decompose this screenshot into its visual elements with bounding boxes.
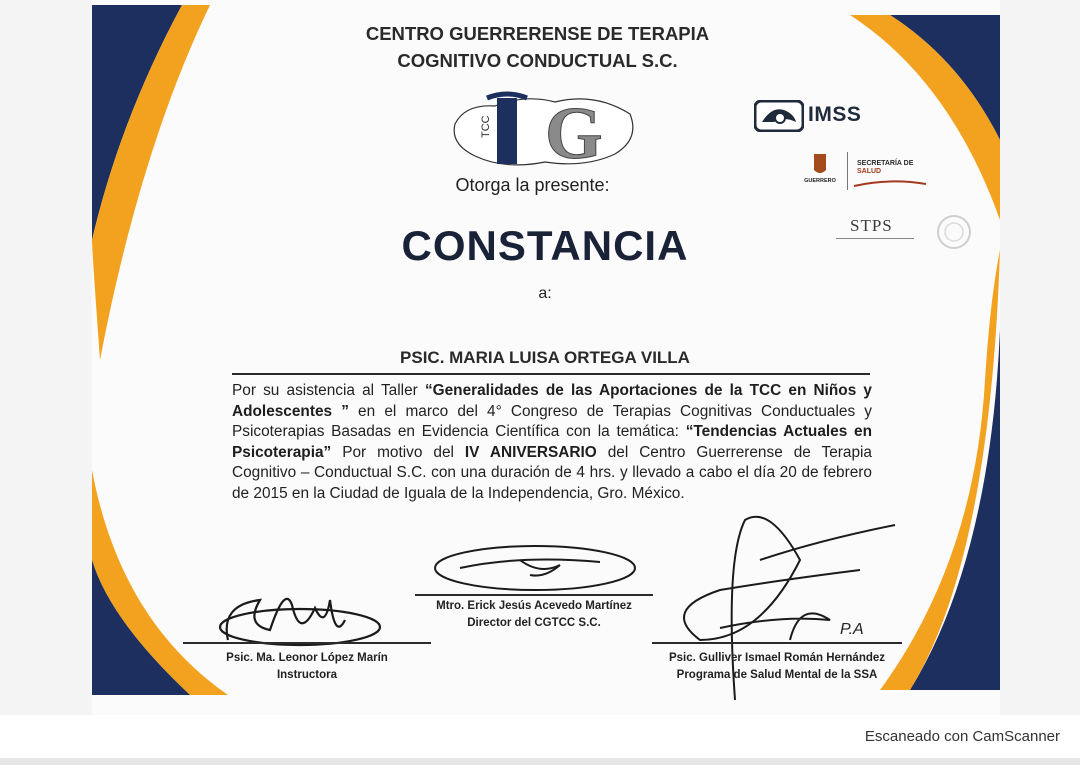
scan-right-margin — [1000, 0, 1080, 715]
organization-name-line2: COGNITIVO CONDUCTUAL S.C. — [397, 50, 678, 71]
ssa-name: Psic. Gulliver Ismael Román Hernández — [668, 652, 886, 664]
workshop-title: “Generalidades de las Aportaciones de la TCC en Niños y Adolescentes ” — [232, 382, 872, 420]
stps-logo-text: STPS — [850, 216, 893, 235]
scanner-watermark: Escaneado con CamScanner — [864, 728, 1060, 745]
scan-left-margin — [0, 0, 92, 715]
body-part-2: en el marco del 4° Congreso de Terapias Cognitivas Conductuales y Psicoterapias Basadas en Evidencia Científica con la temática: — [232, 402, 872, 440]
secretaria-salud-line2: SALUD — [857, 168, 882, 175]
scanner-footer — [0, 715, 1080, 765]
to-label: a: — [538, 285, 552, 302]
body-part-3: Por motivo del — [331, 443, 465, 461]
cgtcc-logo — [445, 84, 645, 170]
body-part-4: del Centro Guerrerense de Terapia Cognitivo – Conductual S.C. con una duración de 4 hrs. y llevado a cabo el día 20 de febrero de 2015 en la Ciudad de Iguala de la Independencia, Gro. México. — [232, 443, 872, 502]
logo-big-letter: G — [545, 93, 603, 170]
grants-text: Otorga la presente: — [455, 175, 610, 195]
agency-divider — [847, 152, 848, 190]
certificate-body — [232, 381, 872, 504]
body-part-1: Por su asistencia al Taller — [232, 382, 425, 399]
organization-name — [300, 20, 775, 74]
guerrero-crest-icon — [800, 150, 840, 186]
recipient-underline — [232, 373, 870, 375]
instructor-name: Psic. Ma. Leonor López Marín — [226, 652, 388, 664]
instructor-role: Instructora — [276, 669, 338, 681]
secretaria-salud-line1: SECRETARÍA DE — [857, 160, 914, 167]
organization-name-line1: CENTRO GUERRERENSE DE TERAPIA — [365, 23, 710, 44]
ssa-signature-line — [652, 642, 902, 644]
instructor-signatory — [183, 650, 431, 684]
director-signatory — [405, 598, 663, 632]
congress-theme: “Tendencias Actuales en Psicoterapia” — [232, 423, 873, 461]
anniversary-label: IV ANIVERSARIO — [464, 443, 597, 461]
imss-logo-text: IMSS — [808, 103, 862, 126]
guerrero-label: GUERRERO — [804, 178, 836, 184]
salud-swoosh-icon — [852, 178, 928, 188]
ssa-initials: P.A — [840, 621, 864, 638]
director-signature-line — [415, 594, 653, 596]
stps-underline — [836, 238, 914, 239]
ssa-role: Programa de Salud Mental de la SSA — [676, 669, 878, 681]
ssa-signatory — [652, 650, 902, 684]
certificate-title: CONSTANCIA — [401, 222, 689, 269]
director-name: Mtro. Erick Jesús Acevedo Martínez — [436, 600, 632, 612]
scanner-bottom-bar — [0, 758, 1080, 765]
mexico-seal-icon — [934, 212, 974, 252]
secretaria-salud-text — [857, 160, 913, 176]
logo-pillar-icon — [497, 98, 517, 164]
director-role: Director del CGTCC S.C. — [467, 617, 601, 629]
logo-small-letters: TCC — [480, 115, 492, 138]
instructor-signature-line — [183, 642, 431, 644]
recipient-name: PSIC. MARIA LUISA ORTEGA VILLA — [400, 348, 690, 367]
imss-eagle-icon — [754, 100, 804, 132]
